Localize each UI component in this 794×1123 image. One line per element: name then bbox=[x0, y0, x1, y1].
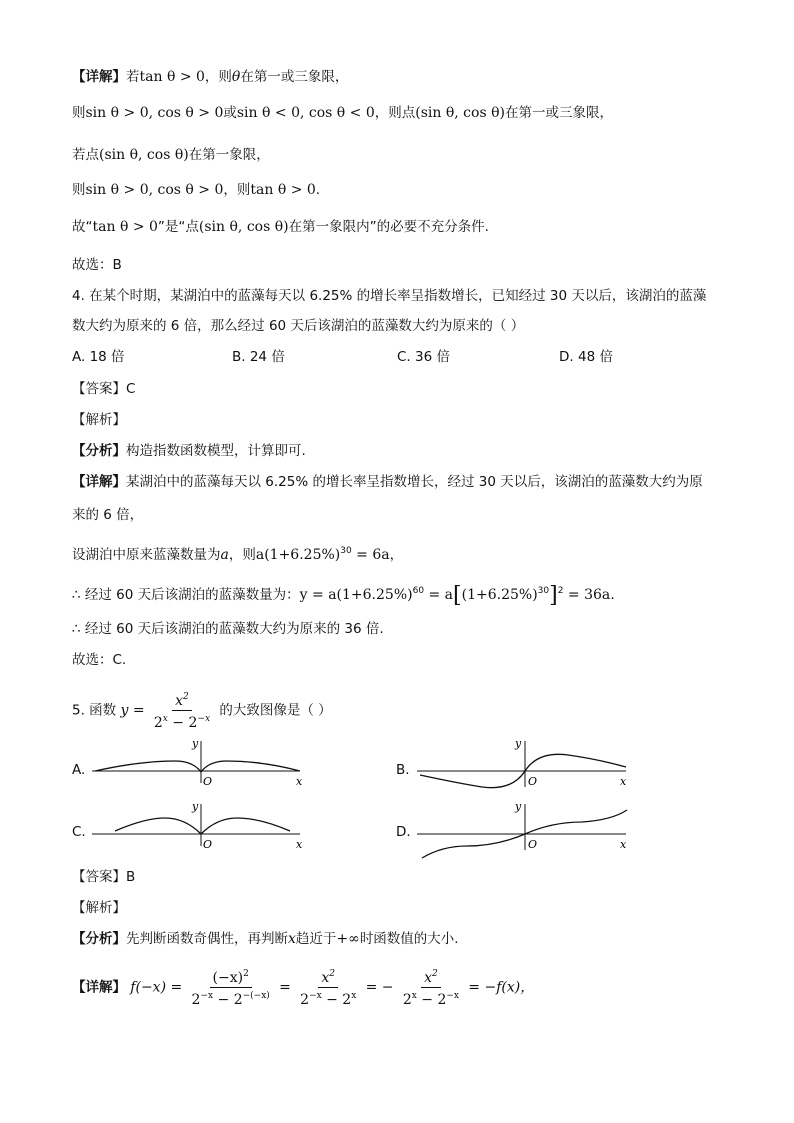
q4-options bbox=[72, 348, 712, 366]
x-axis-label: x bbox=[620, 775, 627, 788]
y-axis-label: y bbox=[515, 800, 522, 813]
x-axis-label: x bbox=[296, 838, 303, 851]
math: sin θ < 0, cos θ < 0 bbox=[236, 105, 375, 121]
origin-label: O bbox=[528, 838, 538, 851]
option-b: B. 24 倍 bbox=[232, 349, 285, 365]
q4-calc: ∴ 经过 60 天后该湖泊的蓝藻数量为：$y = a(1+6.25\%)^{60} = a[(1+6.25\%)^{30}]^2 = 36a$. bbox=[72, 583, 615, 608]
math: sin θ > 0, cos θ > 0 bbox=[85, 182, 224, 198]
q3-choice: 故选：B bbox=[72, 257, 122, 273]
math: tan θ > 0 bbox=[139, 69, 205, 85]
y-axis-label: y bbox=[515, 737, 522, 750]
q4-conclusion: ∴ 经过 60 天后该湖泊的蓝藻数大约为原来的 36 倍. bbox=[72, 621, 384, 637]
math: sin θ > 0, cos θ > 0 bbox=[85, 105, 224, 121]
option-d: D. 48 倍 bbox=[559, 349, 613, 365]
curve bbox=[95, 761, 300, 772]
q5-stem: 5. 函数 y = $\frac{x^2}{2^x - 2^{-x}}$ 的大致图像是（ ） bbox=[72, 692, 332, 731]
math: (sin θ, cos θ) bbox=[198, 219, 289, 235]
math: (sin θ, cos θ) bbox=[99, 147, 189, 163]
origin-label: O bbox=[528, 775, 538, 788]
detail-fraction-1: $\frac{(-x)^2}{2^{-x} - 2^{-(-x)}}$ bbox=[191, 969, 270, 1008]
graph-a bbox=[90, 735, 310, 790]
math: tan θ > 0 bbox=[92, 219, 158, 235]
graph-label-d: D. bbox=[396, 824, 411, 840]
fenxi-tag: 【分析】 bbox=[72, 931, 126, 947]
q3-detail-line-2: 则sin θ > 0, cos θ > 0或sin θ < 0, cos θ < 0，则点(sin θ, cos θ)在第一或三象限， bbox=[72, 105, 613, 121]
x-axis-label: x bbox=[296, 775, 303, 788]
q4-setup: 设湖泊中原来蓝藻数量为a，则$a(1+6.25\%)^{30} = 6a$， bbox=[72, 546, 404, 563]
graph-label-b: B. bbox=[396, 762, 410, 778]
q3-detail-line-5: 故“tan θ > 0”是“点(sin θ, cos θ)在第一象限内”的必要不充分条件. bbox=[72, 219, 489, 235]
math: tan θ > 0 bbox=[250, 182, 316, 198]
math: θ bbox=[231, 69, 241, 85]
x-axis-label: x bbox=[620, 838, 627, 851]
origin-label: O bbox=[203, 775, 213, 788]
q4-detail-line-2: 来的 6 倍， bbox=[72, 507, 144, 523]
y-axis-label: y bbox=[192, 737, 199, 750]
graph-d bbox=[412, 798, 637, 860]
fenxi-tag: 【分析】 bbox=[72, 443, 126, 459]
q4-answer: 【答案】C bbox=[72, 381, 136, 397]
q4-stem-line-2: 数大约为原来的 6 倍，那么经过 60 天后该湖泊的蓝藻数大约为原来的（ ） bbox=[72, 318, 525, 334]
y-axis-label: y bbox=[192, 800, 199, 813]
curve bbox=[115, 818, 290, 834]
q3-detail-line-1: 【详解】若tan θ > 0，则θ在第一或三象限， bbox=[72, 69, 349, 85]
q3-detail-line-4: 则sin θ > 0, cos θ > 0，则tan θ > 0. bbox=[72, 182, 321, 198]
q4-choice: 故选：C. bbox=[72, 652, 127, 668]
detail-tag: 【详解】 bbox=[72, 979, 126, 996]
q4-fenxi: 【分析】构造指数函数模型，计算即可. bbox=[72, 443, 306, 459]
detail-tag: 【详解】 bbox=[72, 474, 126, 490]
q4-analysis-heading: 【解析】 bbox=[72, 412, 126, 428]
option-a: A. 18 倍 bbox=[72, 349, 125, 365]
q4-stem-line-1: 4. 在某个时期，某湖泊中的蓝藻每天以 6.25% 的增长率呈指数增长，已知经过 30 天以后，该湖泊的蓝藻 bbox=[72, 288, 707, 304]
origin-label: O bbox=[203, 838, 213, 851]
math: (sin θ, cos θ) bbox=[415, 105, 505, 121]
q3-detail-line-3: 若点(sin θ, cos θ)在第一象限， bbox=[72, 147, 270, 163]
detail-fraction-2: $\frac{x^2}{2^{-x} - 2^x}$ bbox=[300, 969, 357, 1008]
q4-detail-line-1: 【详解】某湖泊中的蓝藻每天以 6.25% 的增长率呈指数增长，经过 30 天以后，该湖泊的蓝藻数大约为原 bbox=[72, 474, 703, 490]
q5-fenxi: 【分析】先判断函数奇偶性，再判断x趋近于+∞时函数值的大小. bbox=[72, 931, 459, 947]
detail-fraction-3: $\frac{x^2}{2^x - 2^{-x}}$ bbox=[402, 969, 459, 1008]
option-c: C. 36 倍 bbox=[397, 349, 450, 365]
graph-c bbox=[90, 798, 310, 853]
q5-answer: 【答案】B bbox=[72, 869, 136, 885]
graph-label-c: C. bbox=[72, 824, 86, 840]
detail-tag: 【详解】 bbox=[72, 69, 126, 85]
q5-analysis-heading: 【解析】 bbox=[72, 900, 126, 916]
graph-b bbox=[412, 735, 637, 795]
q5-fraction: $\frac{x^2}{2^x - 2^{-x}}$ bbox=[153, 692, 211, 731]
graph-label-a: A. bbox=[72, 762, 86, 778]
q5-detail: 【详解】 f(−x) = $\frac{(-x)^2}{2^{-x} - 2^{-(-x)}}$ = $\frac{x^2}{2^{-x} - 2^x}$ = − $\frac{x^2}{2^x - 2^{-x}}$ = −f(x)， bbox=[72, 969, 535, 1008]
